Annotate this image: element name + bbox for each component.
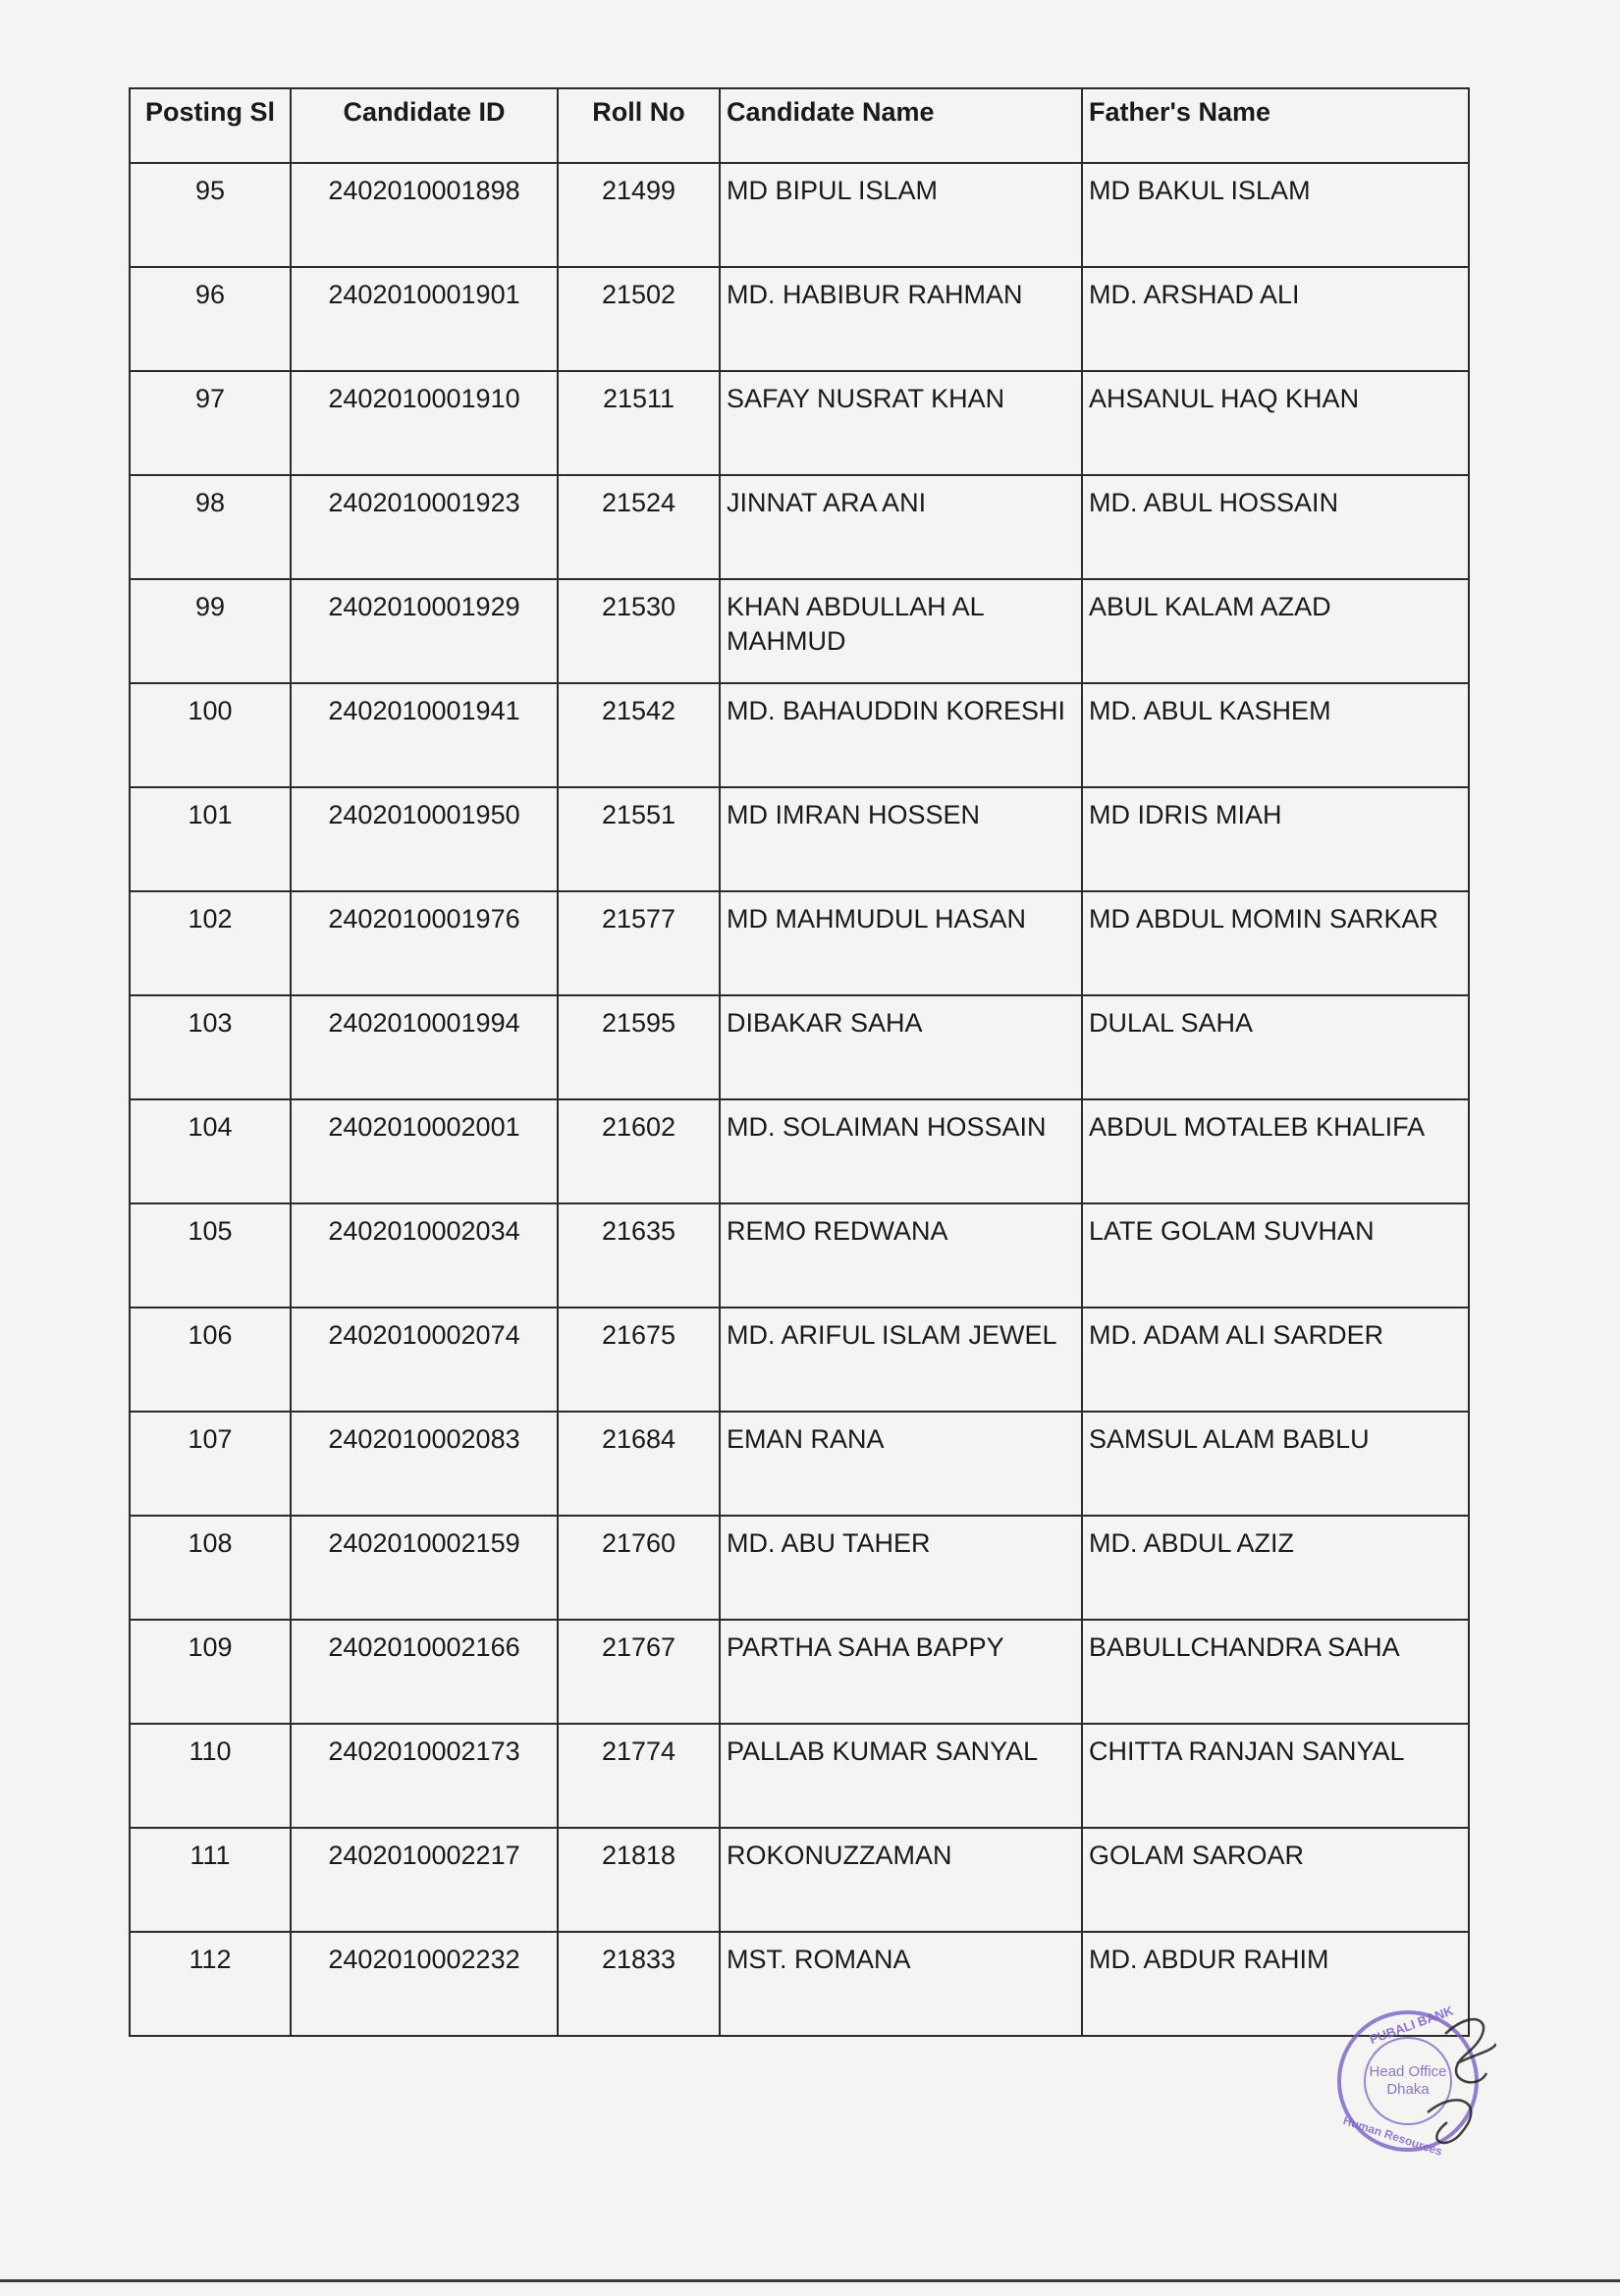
cell-candidate-name: MD MAHMUDUL HASAN xyxy=(720,891,1082,995)
cell-posting-sl: 108 xyxy=(130,1516,291,1620)
cell-fathers-name: BABULLCHANDRA SAHA xyxy=(1082,1620,1469,1724)
cell-posting-sl: 110 xyxy=(130,1724,291,1828)
cell-roll-no: 21595 xyxy=(558,995,720,1099)
cell-posting-sl: 105 xyxy=(130,1203,291,1308)
cell-posting-sl: 97 xyxy=(130,371,291,475)
cell-candidate-name: REMO REDWANA xyxy=(720,1203,1082,1308)
cell-fathers-name: DULAL SAHA xyxy=(1082,995,1469,1099)
cell-candidate-id: 2402010001994 xyxy=(291,995,558,1099)
cell-fathers-name: MD ABDUL MOMIN SARKAR xyxy=(1082,891,1469,995)
cell-fathers-name: ABDUL MOTALEB KHALIFA xyxy=(1082,1099,1469,1203)
cell-posting-sl: 107 xyxy=(130,1412,291,1516)
cell-fathers-name: LATE GOLAM SUVHAN xyxy=(1082,1203,1469,1308)
cell-fathers-name: MD IDRIS MIAH xyxy=(1082,787,1469,891)
cell-roll-no: 21499 xyxy=(558,163,720,267)
table-row xyxy=(130,1308,1469,1412)
cell-posting-sl: 112 xyxy=(130,1932,291,2036)
cell-posting-sl: 104 xyxy=(130,1099,291,1203)
candidate-table xyxy=(129,87,1470,2037)
cell-fathers-name: MD. ABUL KASHEM xyxy=(1082,683,1469,787)
table-row xyxy=(130,371,1469,475)
cell-candidate-id: 2402010001950 xyxy=(291,787,558,891)
cell-candidate-id: 2402010002217 xyxy=(291,1828,558,1932)
cell-fathers-name: GOLAM SAROAR xyxy=(1082,1828,1469,1932)
table-row xyxy=(130,1203,1469,1308)
header-fathers-name: Father's Name xyxy=(1082,88,1469,163)
cell-candidate-name: SAFAY NUSRAT KHAN xyxy=(720,371,1082,475)
cell-candidate-name: MD. BAHAUDDIN KORESHI xyxy=(720,683,1082,787)
table-header-row xyxy=(130,88,1469,163)
cell-fathers-name: CHITTA RANJAN SANYAL xyxy=(1082,1724,1469,1828)
cell-candidate-name: MD. ABU TAHER xyxy=(720,1516,1082,1620)
cell-posting-sl: 99 xyxy=(130,579,291,683)
office-stamp xyxy=(1329,1995,1496,2162)
cell-candidate-id: 2402010001941 xyxy=(291,683,558,787)
cell-candidate-name: MST. ROMANA xyxy=(720,1932,1082,2036)
cell-posting-sl: 101 xyxy=(130,787,291,891)
cell-posting-sl: 109 xyxy=(130,1620,291,1724)
cell-candidate-id: 2402010001898 xyxy=(291,163,558,267)
cell-candidate-id: 2402010002034 xyxy=(291,1203,558,1308)
cell-roll-no: 21818 xyxy=(558,1828,720,1932)
table-row xyxy=(130,995,1469,1099)
cell-roll-no: 21675 xyxy=(558,1308,720,1412)
table-row xyxy=(130,1828,1469,1932)
cell-candidate-name: KHAN ABDULLAH AL MAHMUD xyxy=(720,579,1082,683)
cell-roll-no: 21602 xyxy=(558,1099,720,1203)
table-row xyxy=(130,579,1469,683)
cell-roll-no: 21684 xyxy=(558,1412,720,1516)
cell-candidate-id: 2402010001929 xyxy=(291,579,558,683)
cell-candidate-id: 2402010001976 xyxy=(291,891,558,995)
table-row xyxy=(130,1724,1469,1828)
cell-fathers-name: MD. ADAM ALI SARDER xyxy=(1082,1308,1469,1412)
cell-roll-no: 21833 xyxy=(558,1932,720,2036)
table-row xyxy=(130,1412,1469,1516)
table-row xyxy=(130,1099,1469,1203)
cell-roll-no: 21551 xyxy=(558,787,720,891)
cell-posting-sl: 102 xyxy=(130,891,291,995)
cell-candidate-name: MD IMRAN HOSSEN xyxy=(720,787,1082,891)
svg-text:Head Office: Head Office xyxy=(1369,2063,1447,2080)
table-row xyxy=(130,787,1469,891)
cell-fathers-name: MD. ARSHAD ALI xyxy=(1082,267,1469,371)
cell-candidate-name: MD BIPUL ISLAM xyxy=(720,163,1082,267)
table-body xyxy=(130,163,1469,2036)
cell-roll-no: 21524 xyxy=(558,475,720,579)
cell-roll-no: 21760 xyxy=(558,1516,720,1620)
table-row xyxy=(130,163,1469,267)
cell-posting-sl: 98 xyxy=(130,475,291,579)
cell-candidate-id: 2402010001910 xyxy=(291,371,558,475)
cell-fathers-name: MD BAKUL ISLAM xyxy=(1082,163,1469,267)
cell-candidate-name: PALLAB KUMAR SANYAL xyxy=(720,1724,1082,1828)
cell-candidate-id: 2402010001923 xyxy=(291,475,558,579)
cell-candidate-id: 2402010002001 xyxy=(291,1099,558,1203)
cell-posting-sl: 100 xyxy=(130,683,291,787)
cell-candidate-id: 2402010002159 xyxy=(291,1516,558,1620)
cell-fathers-name: MD. ABDUR RAHIM xyxy=(1082,1932,1469,2036)
cell-fathers-name: MD. ABDUL AZIZ xyxy=(1082,1516,1469,1620)
cell-candidate-id: 2402010002173 xyxy=(291,1724,558,1828)
cell-candidate-name: ROKONUZZAMAN xyxy=(720,1828,1082,1932)
cell-candidate-id: 2402010002074 xyxy=(291,1308,558,1412)
header-posting-sl: Posting Sl xyxy=(130,88,291,163)
cell-fathers-name: SAMSUL ALAM BABLU xyxy=(1082,1412,1469,1516)
cell-candidate-name: MD. ARIFUL ISLAM JEWEL xyxy=(720,1308,1082,1412)
cell-roll-no: 21767 xyxy=(558,1620,720,1724)
cell-candidate-id: 2402010001901 xyxy=(291,267,558,371)
cell-roll-no: 21511 xyxy=(558,371,720,475)
header-candidate-id: Candidate ID xyxy=(291,88,558,163)
cell-roll-no: 21577 xyxy=(558,891,720,995)
cell-posting-sl: 106 xyxy=(130,1308,291,1412)
cell-posting-sl: 103 xyxy=(130,995,291,1099)
header-roll-no: Roll No xyxy=(558,88,720,163)
table-row xyxy=(130,1620,1469,1724)
table-row xyxy=(130,1516,1469,1620)
cell-candidate-name: MD. HABIBUR RAHMAN xyxy=(720,267,1082,371)
cell-candidate-id: 2402010002166 xyxy=(291,1620,558,1724)
svg-text:Human Resources: Human Resources xyxy=(1341,2113,1444,2159)
cell-roll-no: 21635 xyxy=(558,1203,720,1308)
cell-fathers-name: ABUL KALAM AZAD xyxy=(1082,579,1469,683)
cell-posting-sl: 96 xyxy=(130,267,291,371)
cell-candidate-name: JINNAT ARA ANI xyxy=(720,475,1082,579)
cell-candidate-name: EMAN RANA xyxy=(720,1412,1082,1516)
table-row xyxy=(130,891,1469,995)
cell-candidate-id: 2402010002232 xyxy=(291,1932,558,2036)
cell-candidate-name: MD. SOLAIMAN HOSSAIN xyxy=(720,1099,1082,1203)
svg-text:Dhaka: Dhaka xyxy=(1386,2081,1430,2098)
cell-candidate-name: DIBAKAR SAHA xyxy=(720,995,1082,1099)
cell-posting-sl: 111 xyxy=(130,1828,291,1932)
cell-roll-no: 21774 xyxy=(558,1724,720,1828)
cell-posting-sl: 95 xyxy=(130,163,291,267)
table-row xyxy=(130,1932,1469,2036)
table-row xyxy=(130,683,1469,787)
cell-candidate-name: PARTHA SAHA BAPPY xyxy=(720,1620,1082,1724)
svg-text:PUBALI BANK: PUBALI BANK xyxy=(1367,2002,1456,2048)
cell-roll-no: 21502 xyxy=(558,267,720,371)
table-row xyxy=(130,267,1469,371)
cell-roll-no: 21542 xyxy=(558,683,720,787)
header-candidate-name: Candidate Name xyxy=(720,88,1082,163)
cell-fathers-name: AHSANUL HAQ KHAN xyxy=(1082,371,1469,475)
cell-candidate-id: 2402010002083 xyxy=(291,1412,558,1516)
cell-fathers-name: MD. ABUL HOSSAIN xyxy=(1082,475,1469,579)
page-bottom-edge xyxy=(0,2279,1620,2282)
cell-roll-no: 21530 xyxy=(558,579,720,683)
table-row xyxy=(130,475,1469,579)
